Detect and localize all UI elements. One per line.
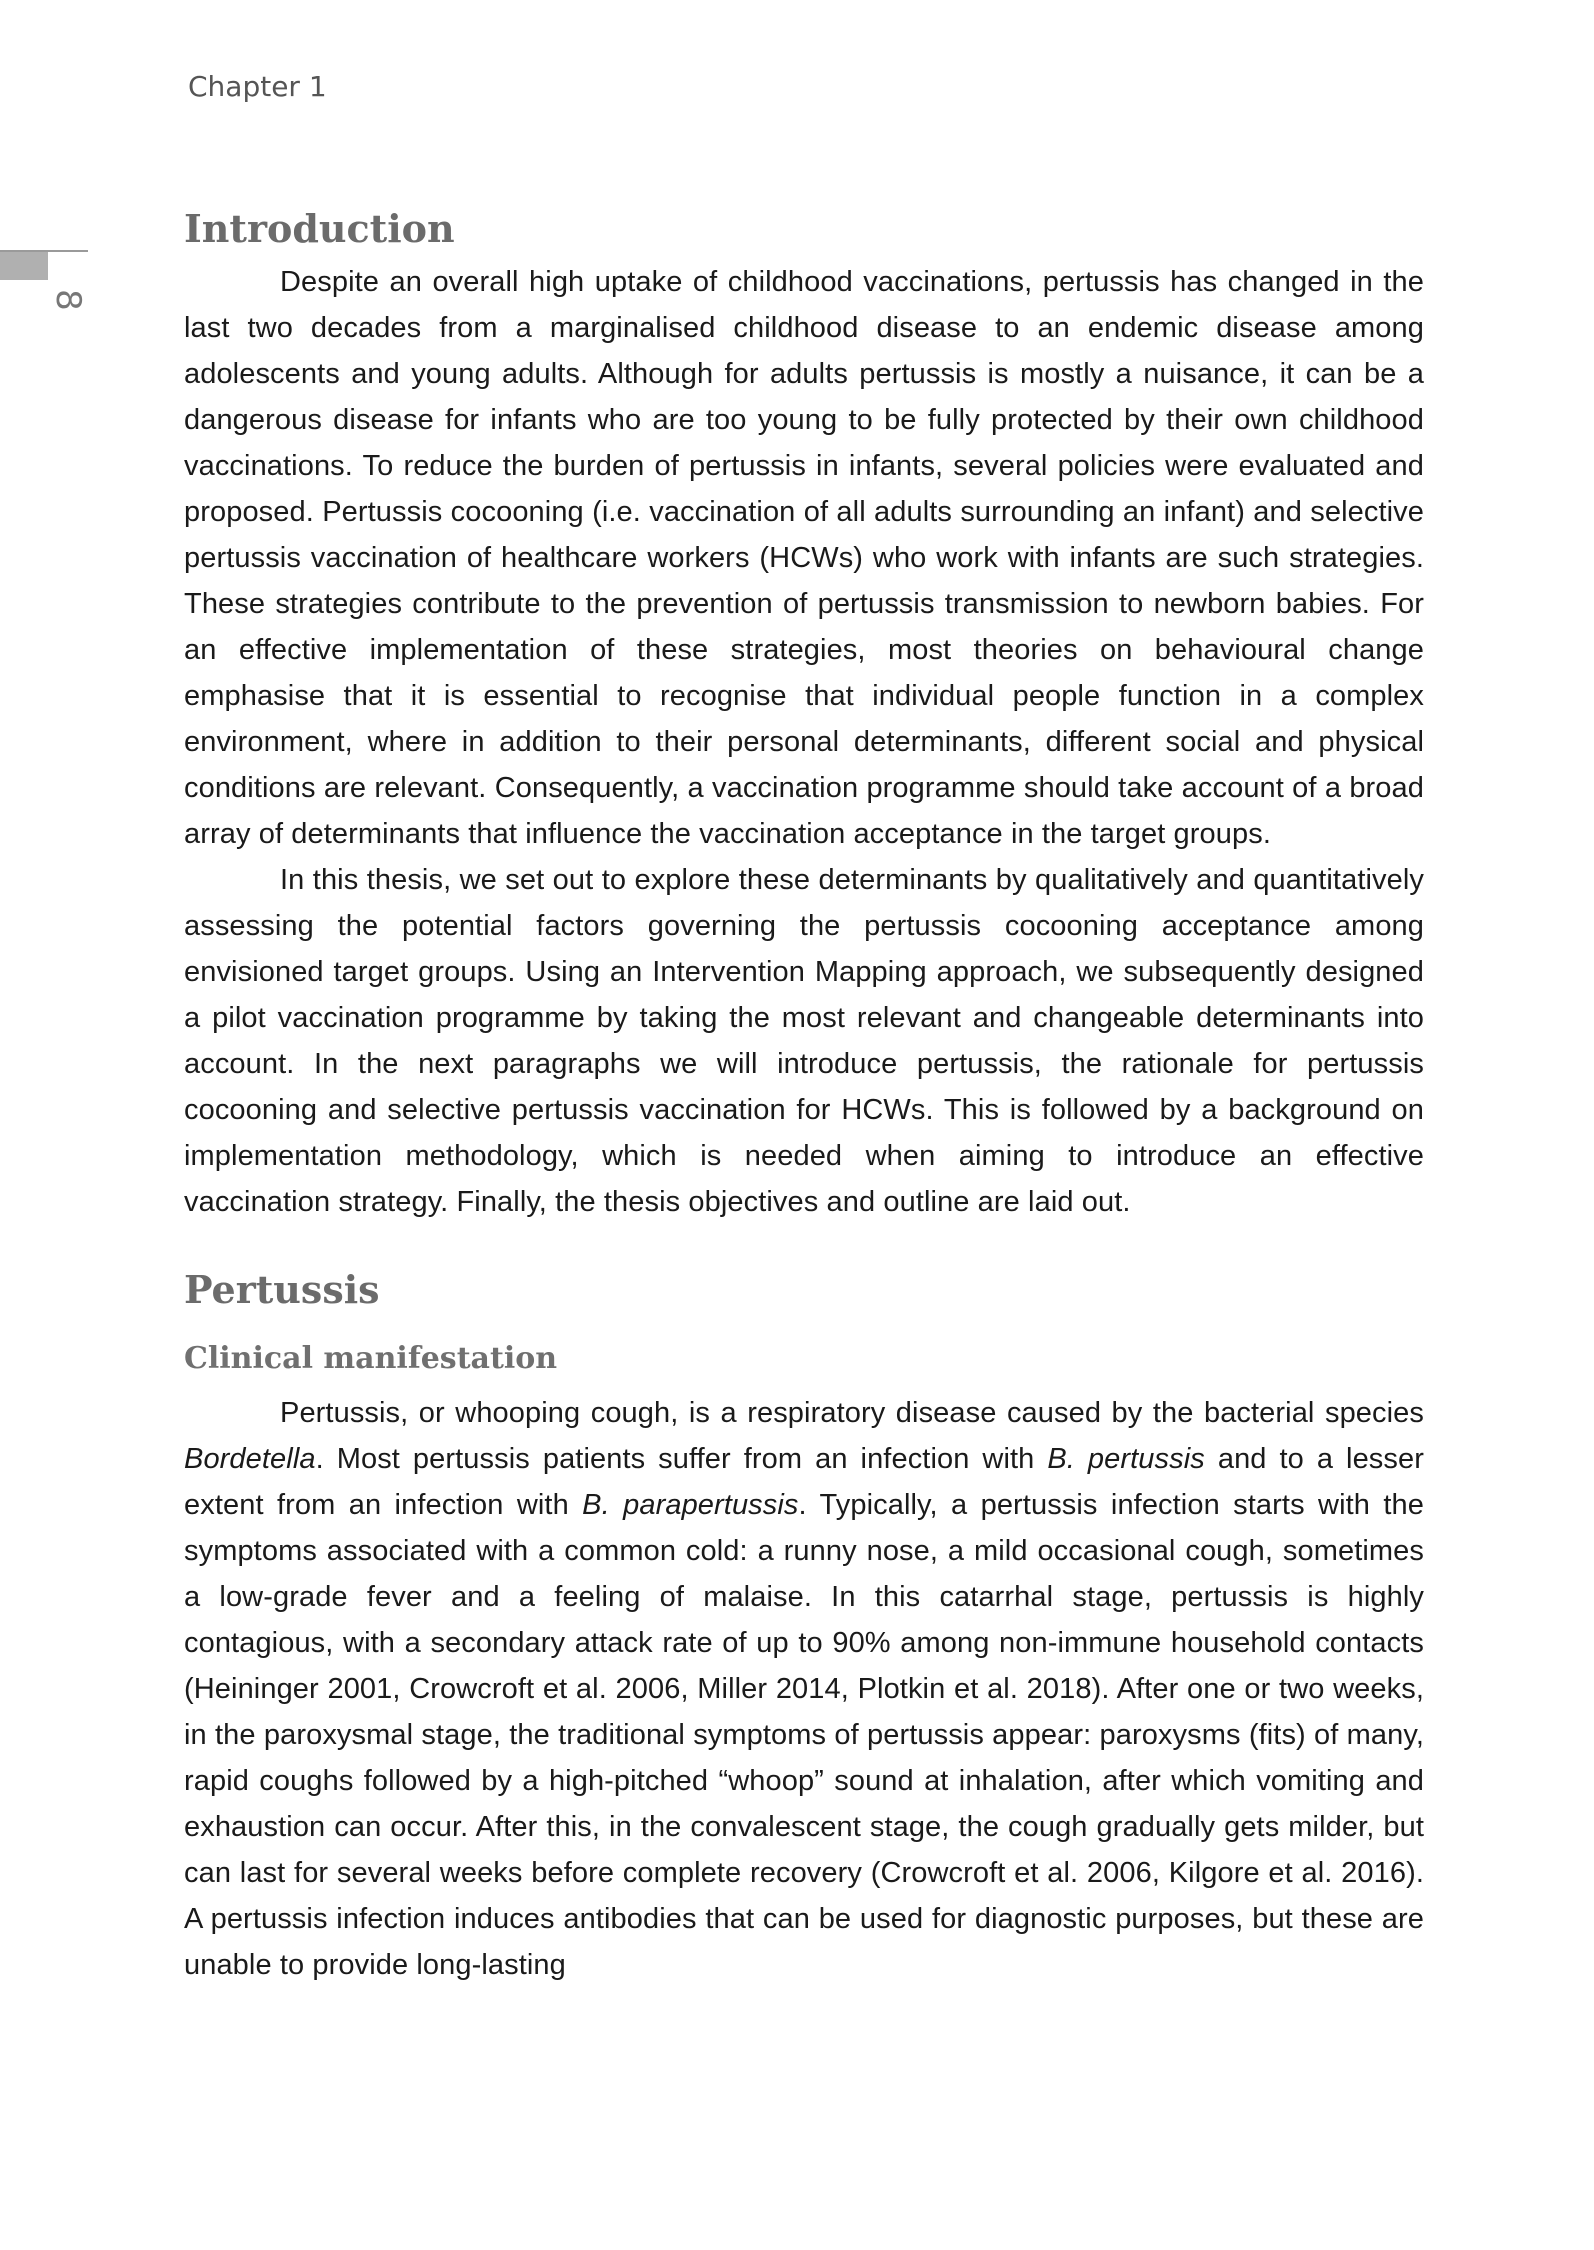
italic-species-name: B. parapertussis [582,1488,799,1521]
clinical-manifestation-heading: Clinical manifestation [184,1340,558,1376]
text-run: and to a lesser extent from an infection with [184,1442,1424,1521]
text-run: Pertussis, or whooping cough, is a respiratory disease caused by the bacterial species [280,1396,1424,1429]
page-body [184,204,1424,1988]
italic-species-name: Bordetella [184,1442,316,1475]
clinical-manifestation-paragraph [184,1390,1424,1988]
introduction-paragraph-1: Despite an overall high uptake of childhood vaccinations, pertussis has changed in the last two decades from a marginalised childhood disease to an endemic disease among adolescents and young adults. Although for adults pertussis is mostly a nuisance, it can be a dangerous disease for infants who are too young to be fully protected by their own childhood vaccinations. To reduce the burden of pertussis in infants, several policies were evaluated and proposed. Pertussis cocooning (i.e. vaccination of all adults surrounding an infant) and selective pertussis vaccination of healthcare workers (HCWs) who work with infants are such strategies. These strategies contribute to the prevention of pertussis transmission to newborn babies. For an effective implementation of these strategies, most theories on behavioural change emphasise that it is essential to recognise that individual people function in a complex environment, where in addition to their personal determinants, different social and physical conditions are relevant. Consequently, a vaccination programme should take account of a broad array of determinants that influence the vaccination acceptance in the target groups. [184,266,1424,851]
pertussis-heading: Pertussis [184,1267,380,1313]
page-number: 8 [48,289,88,311]
introduction-paragraph-2: In this thesis, we set out to explore these determinants by qualitatively and quantitatively assessing the potential factors governing the pertussis cocooning acceptance among envisioned target groups. Using an Intervention Mapping approach, we subsequently designed a pilot vaccination programme by taking the most relevant and changeable determinants into account. In the next paragraphs we will introduce pertussis, the rationale for pertussis cocooning and selective pertussis vaccination for HCWs. This is followed by a background on implementation methodology, which is needed when aiming to introduce an effective vaccination strategy. Finally, the thesis objectives and outline are laid out. [184,864,1424,1219]
italic-species-name: B. pertussis [1047,1442,1205,1475]
margin-tab-marker [0,252,48,280]
text-run: . Most pertussis patients suffer from an infection with [315,1442,1048,1475]
text-run: . Typically, a pertussis infection starts with the symptoms associated with a common cold: a runny nose, a mild occasional cough, sometimes a low-grade fever and a feeling of malaise. In this catarrhal stage, pertussis is highly contagious, with a secondary attack rate of up to 90% among non-immune household contacts (Heininger 2001, Crowcroft et al. 2006, Miller 2014, Plotkin et al. 2018). After one or two weeks, in the paroxysmal stage, the traditional symptoms of pertussis appear: paroxysms (fits) of many, rapid coughs followed by a high-pitched “whoop” sound at inhalation, after which vomiting and exhaustion can occur. After this, in the convalescent stage, the cough gradually gets milder, but can last for several weeks before complete recovery (Crowcroft et al. 2006, Kilgore et al. 2016). A pertussis infection induces antibodies that can be used for diagnostic purposes, but these are unable to provide long-lasting [184,1488,1424,1981]
introduction-heading: Introduction [184,206,455,251]
running-header: Chapter 1 [188,70,327,103]
